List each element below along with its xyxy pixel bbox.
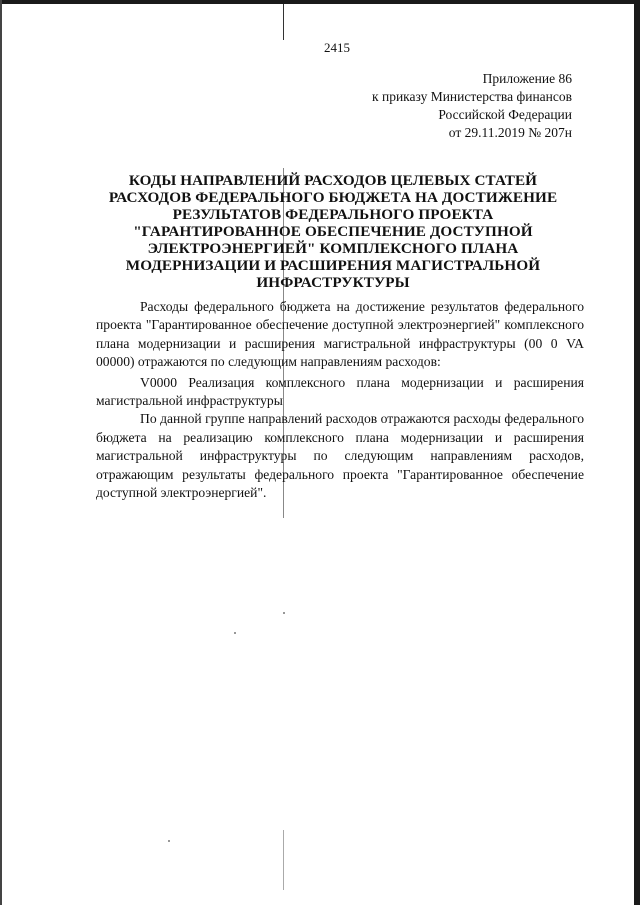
body-text bbox=[96, 298, 584, 502]
scan-edge-right bbox=[634, 0, 640, 905]
appendix-line: Российской Федерации bbox=[438, 107, 572, 122]
appendix-header bbox=[340, 70, 572, 142]
paragraph-detail: По данной группе направлений расходов отражаются расходы федерального бюджета на реализацию комплексного плана модернизации и расширения магистральной инфраструктуры по следующим направлениям расходов, отражающим результаты федерального проекта "Гарантированное обеспечение доступной электроэнергией". bbox=[96, 411, 584, 501]
appendix-line: к приказу Министерства финансов bbox=[372, 89, 572, 104]
page-number: 2415 bbox=[324, 40, 350, 55]
appendix-line: от 29.11.2019 № 207н bbox=[448, 125, 572, 140]
scan-speck bbox=[283, 612, 285, 614]
appendix-line: Приложение 86 bbox=[482, 71, 572, 86]
fold-line-top bbox=[283, 4, 284, 40]
document-title: КОДЫ НАПРАВЛЕНИЙ РАСХОДОВ ЦЕЛЕВЫХ СТАТЕЙ РАСХОДОВ ФЕДЕРАЛЬНОГО БЮДЖЕТА НА ДОСТИЖЕНИЕ РЕЗУЛЬТАТОВ ФЕДЕРАЛЬНОГО ПРОЕКТА "ГАРАНТИРОВАННОЕ ОБЕСПЕЧЕНИЕ ДОСТУПНОЙ ЭЛЕКТРОЭНЕРГИЕЙ" КОМПЛЕКСНОГО ПЛАНА МОДЕРНИЗАЦИИ И РАСШИРЕНИЯ МАГИСТРАЛЬНОЙ ИНФРАСТРУКТУРЫ bbox=[108, 172, 558, 291]
paragraph-intro: Расходы федерального бюджета на достижение результатов федерального проекта "Гарантированное обеспечение доступной электроэнергией" комплексного плана модернизации и расширения магистральной инфраструктуры (00 0 VA 00000) отражаются по следующим направлениям расходов: bbox=[96, 299, 584, 370]
scan-edge-top bbox=[0, 0, 640, 4]
fold-line-bottom bbox=[283, 830, 284, 890]
scan-speck bbox=[168, 840, 170, 842]
scan-edge-left bbox=[0, 0, 2, 905]
scan-speck bbox=[234, 632, 236, 634]
paragraph-code: V0000 Реализация комплексного плана модернизации и расширения магистральной инфраструктуры bbox=[96, 374, 584, 409]
